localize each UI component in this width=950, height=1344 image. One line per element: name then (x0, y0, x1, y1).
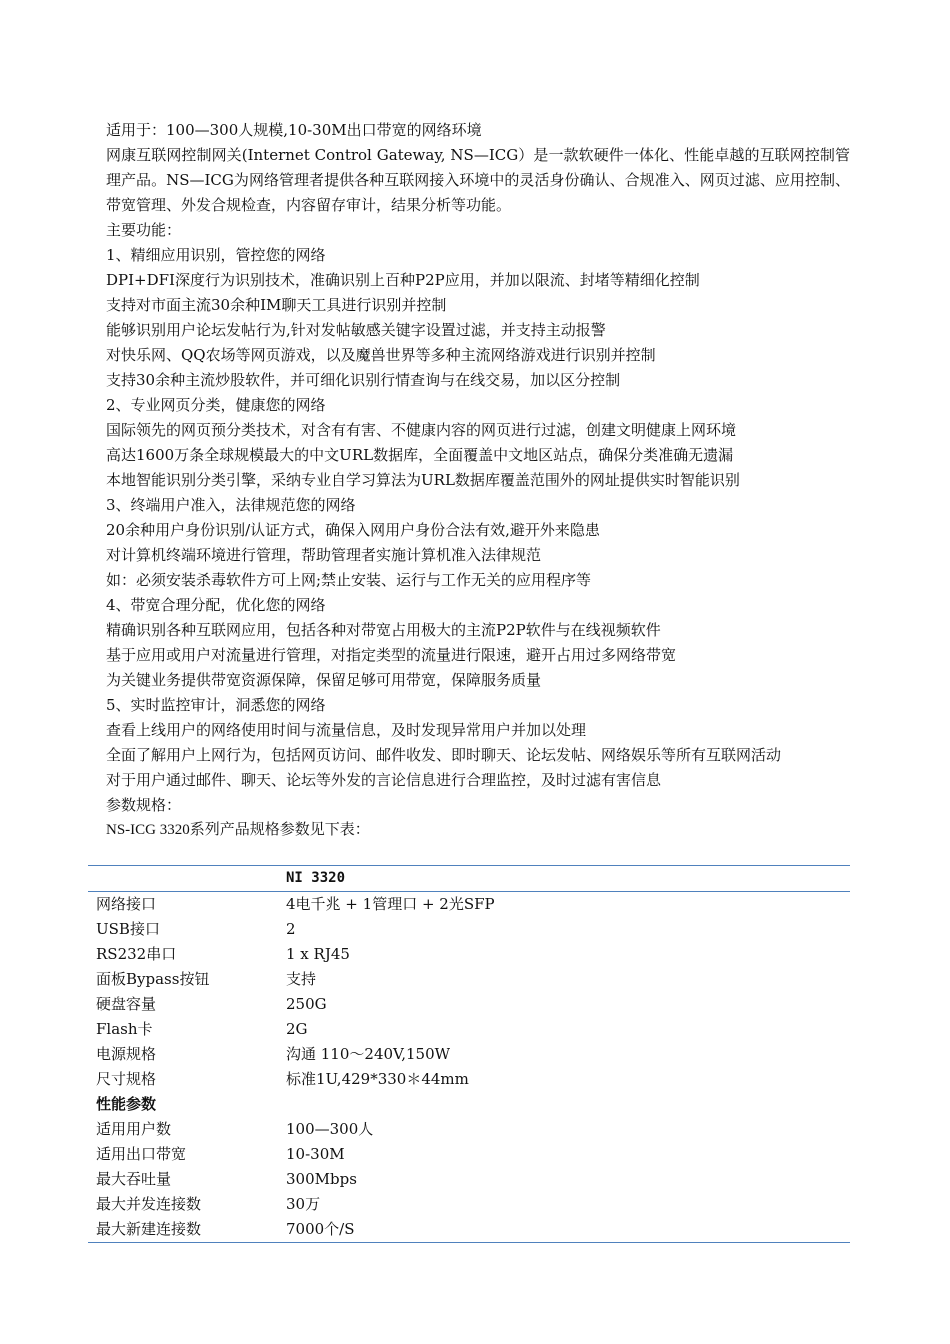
table-header-row (88, 866, 850, 892)
feature-item: 能够识别用户论坛发帖行为,针对发帖敏感关键字设置过滤，并支持主动报警 (106, 321, 606, 339)
perf-label: 最大新建连接数 (96, 1220, 202, 1238)
product-description: 网康互联网控制网关(Internet Control Gateway, NS—ICG）是一款软硬件一体化、性能卓越的互联网控制管理产品。NS—ICG为网络管理者提供各种互联网接入环境中的灵活身份确认、合规准入、网页过滤、应用控制、带宽管理、外发合规检查，内容留存审计，结果分析等功能。 (106, 146, 850, 214)
spec-title: 参数规格： (106, 796, 182, 814)
feature-heading: 1、精细应用识别，管控您的网络 (106, 246, 326, 264)
feature-heading: 4、带宽合理分配，优化您的网络 (106, 596, 326, 614)
feature-item: 对于用户通过邮件、聊天、论坛等外发的言论信息进行合理监控，及时过滤有害信息 (106, 771, 662, 789)
spec-label: Flash卡 (96, 1020, 153, 1038)
section-title: 性能参数 (96, 1095, 157, 1113)
feature-item: 查看上线用户的网络使用时间与流量信息，及时发现异常用户并加以处理 (106, 721, 587, 739)
feature-item: 对快乐网、QQ农场等网页游戏，以及魔兽世界等多种主流网络游戏进行识别并控制 (106, 346, 656, 364)
feature-item: 对计算机终端环境进行管理，帮助管理者实施计算机准入法律规范 (106, 546, 542, 564)
spec-label: 硬盘容量 (96, 995, 157, 1013)
document-body (106, 118, 850, 843)
table-row (88, 1192, 850, 1217)
table-row (88, 1117, 850, 1142)
feature-heading: 3、终端用户准入，法律规范您的网络 (106, 496, 356, 514)
features-title: 主要功能： (106, 221, 182, 239)
perf-label: 最大并发连接数 (96, 1195, 202, 1213)
feature-item: 基于应用或用户对流量进行管理，对指定类型的流量进行限速，避开占用过多网络带宽 (106, 646, 677, 664)
spec-value: 标准1U,429*330＊44mm (286, 1070, 469, 1088)
spec-value: 1 x RJ45 (286, 945, 350, 963)
spec-label: 尺寸规格 (96, 1070, 157, 1088)
feature-item: 本地智能识别分类引擎，采纳专业自学习算法为URL数据库覆盖范围外的网址提供实时智能识别 (106, 471, 740, 489)
feature-item: 高达1600万条全球规模最大的中文URL数据库，全面覆盖中文地区站点，确保分类准确无遗漏 (106, 446, 734, 464)
spec-table (88, 865, 850, 1243)
spec-value: 2G (286, 1020, 308, 1038)
table-section-row (88, 1092, 850, 1117)
table-row (88, 917, 850, 942)
perf-value: 30万 (286, 1195, 321, 1213)
spec-value: 4电千兆 + 1管理口 + 2光SFP (286, 895, 495, 913)
table-row (88, 992, 850, 1017)
perf-value: 10-30M (286, 1145, 345, 1163)
perf-label: 适用用户数 (96, 1120, 172, 1138)
spec-label: 面板Bypass按钮 (96, 970, 210, 988)
feature-item: 为关键业务提供带宽资源保障，保留足够可用带宽，保障服务质量 (106, 671, 542, 689)
table-row (88, 942, 850, 967)
table-header-cell: NI 3320 (278, 866, 850, 892)
table-row (88, 1017, 850, 1042)
feature-heading: 2、专业网页分类，健康您的网络 (106, 396, 326, 414)
feature-item: DPI+DFI深度行为识别技术，准确识别上百种P2P应用，并加以限流、封堵等精细化控制 (106, 271, 700, 289)
feature-item: 20余种用户身份识别/认证方式，确保入网用户身份合法有效,避开外来隐患 (106, 521, 600, 539)
spec-label: RS232串口 (96, 945, 177, 963)
table-row (88, 1217, 850, 1243)
applicable-line: 适用于：100—300人规模,10-30M出口带宽的网络环境 (106, 121, 482, 139)
table-row (88, 1067, 850, 1092)
spec-value: 2 (286, 920, 296, 938)
feature-item: 全面了解用户上网行为，包括网页访问、邮件收发、即时聊天、论坛发帖、网络娱乐等所有互联网活动 (106, 746, 782, 764)
feature-item: 支持30余种主流炒股软件，并可细化识别行情查询与在线交易，加以区分控制 (106, 371, 621, 389)
table-row (88, 1042, 850, 1067)
feature-item: 如：必须安装杀毒软件方可上网;禁止安装、运行与工作无关的应用程序等 (106, 571, 592, 589)
table-row (88, 892, 850, 918)
spec-value: 支持 (286, 970, 317, 988)
spec-label: USB接口 (96, 920, 160, 938)
table-row (88, 1167, 850, 1192)
feature-item: 支持对市面主流30余种IM聊天工具进行识别并控制 (106, 296, 447, 314)
perf-value: 100—300人 (286, 1120, 374, 1138)
table-header-cell (88, 866, 278, 892)
empty-cell (278, 1092, 850, 1117)
perf-value: 300Mbps (286, 1170, 357, 1188)
table-row (88, 1142, 850, 1167)
perf-value: 7000个/S (286, 1220, 355, 1238)
spec-value: 250G (286, 995, 327, 1013)
perf-label: 最大吞吐量 (96, 1170, 172, 1188)
feature-item: 国际领先的网页预分类技术，对含有有害、不健康内容的网页进行过滤，创建文明健康上网环境 (106, 421, 737, 439)
feature-item: 精确识别各种互联网应用，包括各种对带宽占用极大的主流P2P软件与在线视频软件 (106, 621, 661, 639)
table-row (88, 967, 850, 992)
spec-label: 网络接口 (96, 895, 157, 913)
feature-heading: 5、实时监控审计，洞悉您的网络 (106, 696, 326, 714)
spec-value: 沟通 110～240V,150W (286, 1045, 451, 1063)
perf-label: 适用出口带宽 (96, 1145, 187, 1163)
spec-table-caption: NS-ICG 3320系列产品规格参数见下表： (106, 822, 370, 838)
spec-label: 电源规格 (96, 1045, 157, 1063)
